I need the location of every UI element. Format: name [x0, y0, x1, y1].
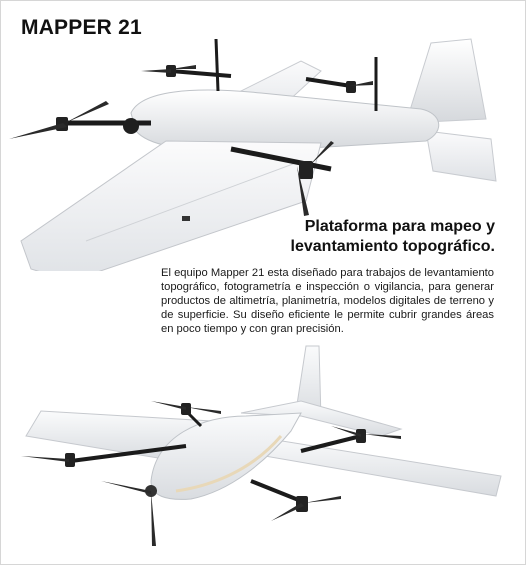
propeller — [346, 81, 373, 93]
propeller — [21, 453, 75, 467]
nose-propeller — [101, 481, 157, 546]
motor-arm — [306, 79, 351, 86]
horizontal-stabilizer — [426, 131, 496, 181]
page-title: MAPPER 21 — [21, 16, 142, 39]
drone-image-bottom — [1, 341, 526, 565]
nose-camera — [123, 118, 139, 134]
propeller — [9, 101, 109, 139]
section-heading: Plataforma para mapeo y levantamiento topográfico. — [290, 218, 495, 255]
motor-arm — [251, 481, 301, 501]
motor-arm — [171, 71, 231, 76]
propeller — [151, 401, 221, 415]
section-description: El equipo Mapper 21 esta diseñado para trabajos de levantamiento topográfico, fotogrametría e inspección o vigilancia, para generar productos de altimetría, planimetría, modelos digitales de terreno y de superficie. Su diseño eficiente le permite cubrir grandes áreas en poco tiempo y con gran precisión. — [161, 267, 494, 335]
antenna — [216, 39, 218, 91]
propeller — [271, 496, 341, 521]
